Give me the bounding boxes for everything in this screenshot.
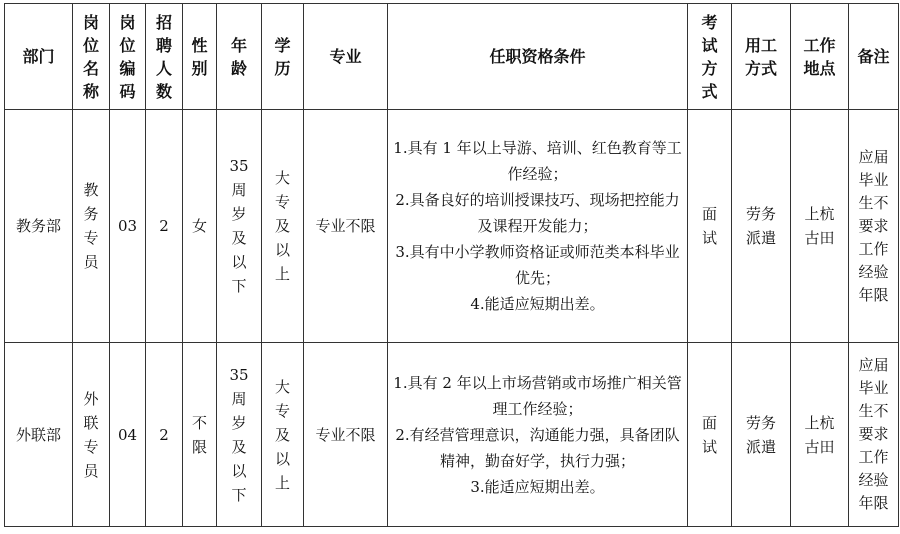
header-code: 岗位编码 — [110, 4, 146, 110]
cell-qualifications — [388, 343, 688, 527]
cell-edu: 大专及以上 — [262, 110, 304, 343]
qualification-item: 3.能适应短期出差。 — [470, 477, 605, 496]
cell-edu: 大专及以上 — [262, 343, 304, 527]
qualification-item: 1.具有 1 年以上导游、培训、红色教育等工作经验； — [393, 139, 682, 183]
cell-count: 2 — [146, 343, 183, 527]
cell-note: 应届毕业生不要求工作经验年限 — [849, 343, 899, 527]
header-row — [5, 4, 899, 110]
cell-note: 应届毕业生不要求工作经验年限 — [849, 110, 899, 343]
cell-title: 外联专员 — [73, 343, 110, 527]
cell-dept: 教务部 — [5, 110, 73, 343]
header-dept: 部门 — [5, 4, 73, 110]
qualification-item: 2.有经营管理意识，沟通能力强，具备团队精神，勤奋好学，执行力强； — [395, 425, 680, 470]
header-location: 工作地点 — [791, 4, 849, 110]
header-major: 专业 — [304, 4, 388, 110]
header-note: 备注 — [849, 4, 899, 110]
cell-qualifications — [388, 110, 688, 343]
cell-exam: 面试 — [688, 110, 732, 343]
cell-dept: 外联部 — [5, 343, 73, 527]
header-qualifications: 任职资格条件 — [388, 4, 688, 110]
cell-title: 教务专员 — [73, 110, 110, 343]
cell-major: 专业不限 — [304, 343, 388, 527]
cell-code: 04 — [110, 343, 146, 527]
header-gender: 性别 — [183, 4, 217, 110]
cell-code: 03 — [110, 110, 146, 343]
cell-employment: 劳务派遣 — [732, 343, 791, 527]
qualification-item: 4.能适应短期出差。 — [470, 295, 605, 313]
qualification-item: 2.具备良好的培训授课技巧、现场把控能力及课程开发能力； — [395, 191, 680, 235]
header-edu: 学历 — [262, 4, 304, 110]
header-employment: 用工方式 — [732, 4, 791, 110]
table-row — [5, 110, 899, 343]
cell-employment: 劳务派遣 — [732, 110, 791, 343]
cell-count: 2 — [146, 110, 183, 343]
cell-age: 35周岁及以下 — [217, 343, 262, 527]
cell-age: 35周岁及以下 — [217, 110, 262, 343]
qualification-item: 1.具有 2 年以上市场营销或市场推广相关管理工作经验； — [393, 373, 682, 418]
cell-gender: 不限 — [183, 343, 217, 527]
cell-gender: 女 — [183, 110, 217, 343]
header-age: 年龄 — [217, 4, 262, 110]
cell-location: 上杭古田 — [791, 343, 849, 527]
cell-major: 专业不限 — [304, 110, 388, 343]
table-row — [5, 343, 899, 527]
qualification-item: 3.具有中小学教师资格证或师范类本科毕业优先； — [395, 243, 680, 287]
header-exam: 考试方式 — [688, 4, 732, 110]
header-count: 招聘人数 — [146, 4, 183, 110]
cell-exam: 面试 — [688, 343, 732, 527]
cell-location: 上杭古田 — [791, 110, 849, 343]
recruitment-table — [4, 3, 899, 527]
header-title: 岗位名称 — [73, 4, 110, 110]
